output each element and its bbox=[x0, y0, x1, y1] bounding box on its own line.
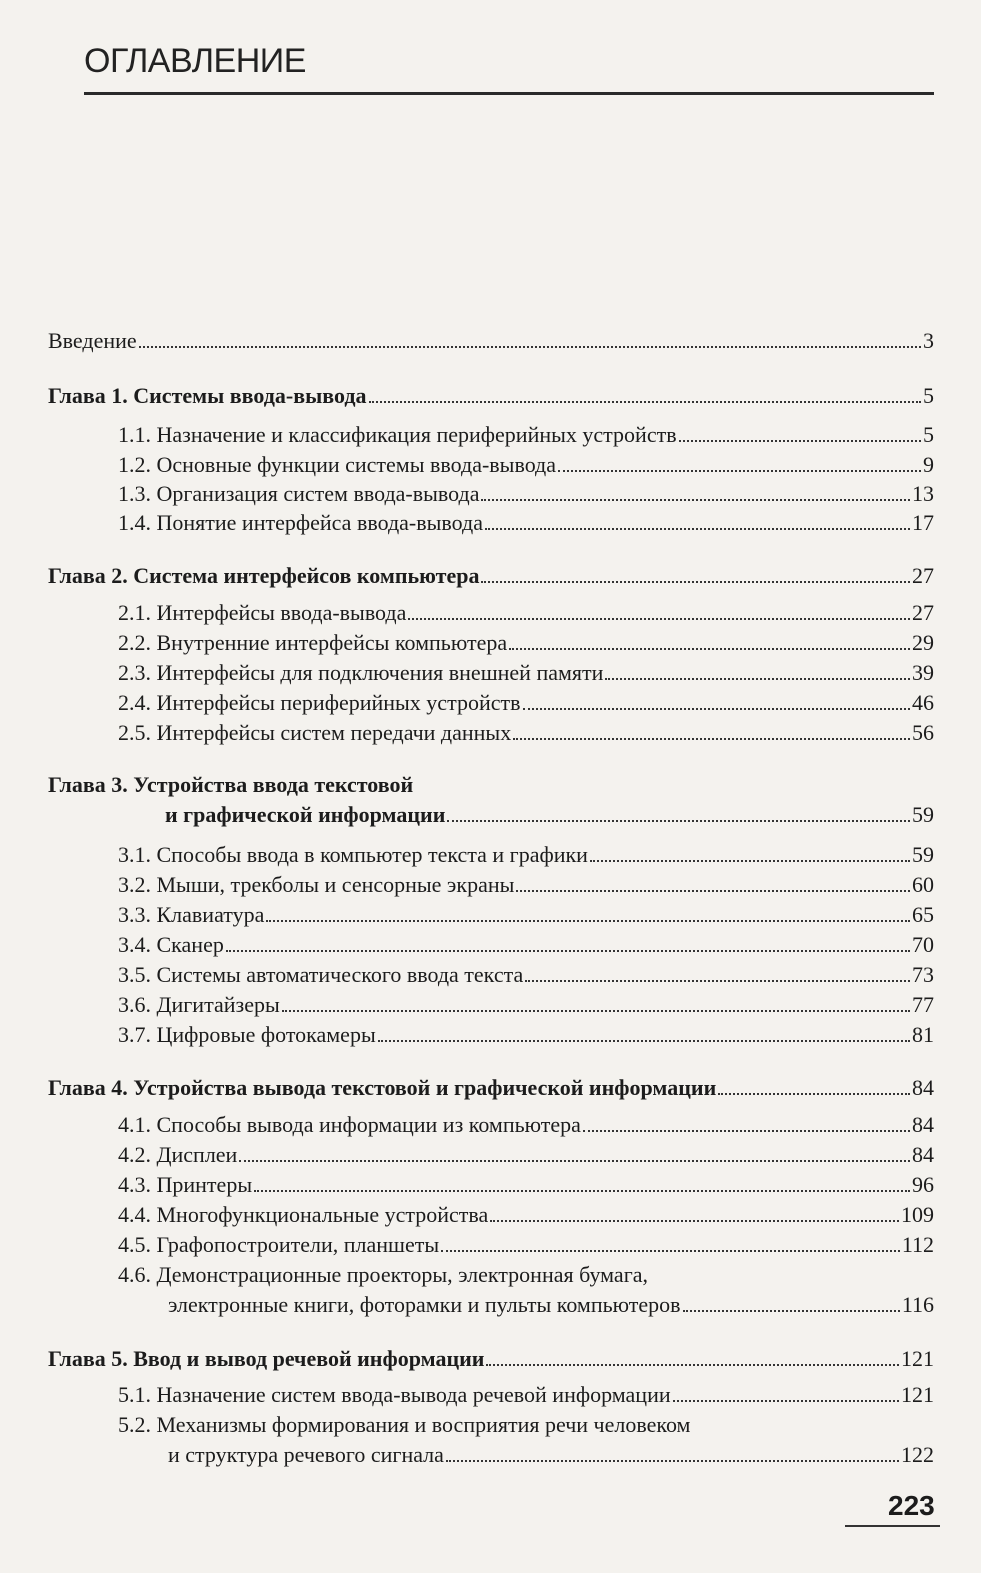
toc-page-number: 5 bbox=[923, 383, 934, 408]
toc-section-4-1[interactable] bbox=[118, 1112, 934, 1138]
section-title: 3.2. Мыши, трекболы и сенсорные экраны bbox=[118, 872, 515, 897]
dot-leader bbox=[408, 617, 910, 620]
section-title: 3.7. Цифровые фотокамеры bbox=[118, 1022, 376, 1047]
dot-leader bbox=[254, 1189, 910, 1192]
section-title: 3.1. Способы ввода в компьютер текста и графики bbox=[118, 842, 588, 867]
toc-section-3-1[interactable] bbox=[118, 842, 934, 868]
toc-chapter-5[interactable] bbox=[48, 1346, 934, 1372]
section-title: 2.3. Интерфейсы для подключения внешней памяти bbox=[118, 660, 604, 685]
toc-section-1-4[interactable] bbox=[118, 510, 934, 536]
toc-section-4-3[interactable] bbox=[118, 1172, 934, 1198]
dot-leader bbox=[226, 949, 910, 952]
dot-leader bbox=[378, 1039, 910, 1042]
toc-page-number: 84 bbox=[912, 1142, 934, 1167]
toc-section-4-2[interactable] bbox=[118, 1142, 934, 1168]
toc-page-number: 84 bbox=[912, 1075, 934, 1100]
dot-leader bbox=[486, 1363, 899, 1366]
toc-section-5-1[interactable] bbox=[118, 1382, 934, 1408]
toc-page-number: 65 bbox=[912, 902, 934, 927]
toc-section-2-4[interactable] bbox=[118, 690, 934, 716]
toc-entry-label: Введение bbox=[48, 328, 137, 353]
toc-page-number: 81 bbox=[912, 1022, 934, 1047]
chapter-title: Глава 5. Ввод и вывод речевой информации bbox=[48, 1346, 485, 1371]
dot-leader bbox=[525, 979, 910, 982]
toc-section-2-5[interactable] bbox=[118, 720, 934, 746]
dot-leader bbox=[266, 919, 910, 922]
toc-chapter-3[interactable] bbox=[165, 802, 934, 828]
toc-page-number: 60 bbox=[912, 872, 934, 897]
toc-page-number: 112 bbox=[901, 1232, 934, 1257]
toc-section-1-1[interactable] bbox=[118, 422, 934, 448]
section-title: 1.3. Организация систем ввода-вывода bbox=[118, 481, 480, 506]
dot-leader bbox=[369, 400, 921, 403]
dot-leader bbox=[673, 1399, 899, 1402]
dot-leader bbox=[590, 859, 910, 862]
section-title: и структура речевого сигнала bbox=[168, 1442, 444, 1467]
toc-section-2-1[interactable] bbox=[118, 600, 934, 626]
toc-section-3-4[interactable] bbox=[118, 932, 934, 958]
page-title: ОГЛАВЛЕНИЕ bbox=[84, 42, 306, 80]
section-title: 2.4. Интерфейсы периферийных устройств bbox=[118, 690, 521, 715]
section-title: электронные книги, фоторамки и пульты компьютеров bbox=[168, 1292, 681, 1317]
section-title: 4.4. Многофункциональные устройства bbox=[118, 1202, 489, 1227]
section-title: 4.1. Способы вывода информации из компьютера bbox=[118, 1112, 581, 1137]
toc-page-number: 59 bbox=[912, 842, 934, 867]
dot-leader bbox=[523, 707, 911, 710]
toc-page-number: 27 bbox=[912, 600, 934, 625]
section-title: 3.3. Клавиатура bbox=[118, 902, 265, 927]
dot-leader bbox=[513, 737, 910, 740]
dot-leader bbox=[509, 647, 910, 650]
toc-page-number: 5 bbox=[923, 422, 934, 447]
toc-section-3-6[interactable] bbox=[118, 992, 934, 1018]
section-title: 3.6. Дигитайзеры bbox=[118, 992, 280, 1017]
toc-chapter-4[interactable] bbox=[48, 1075, 934, 1101]
dot-leader bbox=[558, 469, 921, 472]
toc-section-2-2[interactable] bbox=[118, 630, 934, 656]
toc-section-5-2[interactable] bbox=[168, 1442, 934, 1468]
toc-chapter-2[interactable] bbox=[48, 563, 934, 589]
toc-section-1-3[interactable] bbox=[118, 481, 934, 507]
toc-page-number: 13 bbox=[912, 481, 934, 506]
toc-page-number: 77 bbox=[912, 992, 934, 1017]
toc-section-3-7[interactable] bbox=[118, 1022, 934, 1048]
chapter-title: Глава 4. Устройства вывода текстовой и графической информации bbox=[48, 1075, 717, 1100]
toc-section-3-2[interactable] bbox=[118, 872, 934, 898]
toc-page-number: 70 bbox=[912, 932, 934, 957]
toc-section-3-5[interactable] bbox=[118, 962, 934, 988]
dot-leader bbox=[583, 1129, 910, 1132]
chapter-title: Глава 2. Система интерфейсов компьютера bbox=[48, 563, 480, 588]
section-title: 5.1. Назначение систем ввода-вывода речевой информации bbox=[118, 1382, 671, 1407]
toc-page-number: 17 bbox=[912, 510, 934, 535]
toc-section-4-6[interactable] bbox=[168, 1292, 934, 1318]
toc-page-number: 109 bbox=[901, 1202, 934, 1227]
dot-leader bbox=[516, 889, 910, 892]
section-title: 1.1. Назначение и классификация периферийных устройств bbox=[118, 422, 677, 447]
section-title: 1.4. Понятие интерфейса ввода-вывода bbox=[118, 510, 483, 535]
section-title: 1.2. Основные функции системы ввода-вывода bbox=[118, 452, 557, 477]
toc-page-number: 3 bbox=[923, 328, 934, 353]
dot-leader bbox=[282, 1009, 910, 1012]
toc-page-number: 121 bbox=[901, 1346, 934, 1371]
dot-leader bbox=[605, 677, 910, 680]
toc-page-number: 116 bbox=[901, 1292, 934, 1317]
section-title: 2.1. Интерфейсы ввода-вывода bbox=[118, 600, 407, 625]
dot-leader bbox=[481, 580, 910, 583]
section-title: 4.3. Принтеры bbox=[118, 1172, 253, 1197]
dot-leader bbox=[683, 1309, 900, 1312]
toc-section-4-5[interactable] bbox=[118, 1232, 934, 1258]
toc-page-number: 84 bbox=[912, 1112, 934, 1137]
toc-page-number: 122 bbox=[901, 1442, 934, 1467]
chapter-title-line1: Глава 3. Устройства ввода текстовой bbox=[48, 772, 414, 797]
chapter-title: Глава 1. Системы ввода-вывода bbox=[48, 383, 367, 408]
chapter-title: и графической информации bbox=[165, 802, 446, 827]
toc-entry-intro[interactable] bbox=[48, 328, 934, 354]
section-title-line1: 5.2. Механизмы формирования и восприятия речи человеком bbox=[118, 1412, 691, 1437]
dot-leader bbox=[239, 1159, 910, 1162]
section-title-line1: 4.6. Демонстрационные проекторы, электронная бумага, bbox=[118, 1262, 648, 1287]
toc-section-3-3[interactable] bbox=[118, 902, 934, 928]
dot-leader bbox=[718, 1092, 910, 1095]
dot-leader bbox=[679, 439, 921, 442]
page-number: 223 bbox=[888, 1490, 935, 1521]
section-title: 2.5. Интерфейсы систем передачи данных bbox=[118, 720, 512, 745]
dot-leader bbox=[485, 527, 910, 530]
section-title: 2.2. Внутренние интерфейсы компьютера bbox=[118, 630, 508, 655]
dot-leader bbox=[441, 1249, 900, 1252]
toc-page-number: 9 bbox=[923, 452, 934, 477]
toc-page-number: 27 bbox=[912, 563, 934, 588]
section-title: 3.5. Системы автоматического ввода текста bbox=[118, 962, 524, 987]
toc-section-2-3[interactable] bbox=[118, 660, 934, 686]
toc-page-number: 39 bbox=[912, 660, 934, 685]
toc-page-number: 59 bbox=[912, 802, 934, 827]
dot-leader bbox=[481, 498, 910, 501]
dot-leader bbox=[139, 345, 921, 348]
toc-page-number: 73 bbox=[912, 962, 934, 987]
dot-leader bbox=[447, 819, 910, 822]
toc-page-number: 96 bbox=[912, 1172, 934, 1197]
section-title: 3.4. Сканер bbox=[118, 932, 224, 957]
footer-divider bbox=[845, 1525, 940, 1527]
toc-page-number: 56 bbox=[912, 720, 934, 745]
toc-page-number: 46 bbox=[912, 690, 934, 715]
toc-page-number: 29 bbox=[912, 630, 934, 655]
toc-section-1-2[interactable] bbox=[118, 452, 934, 478]
section-title: 4.5. Графопостроители, планшеты bbox=[118, 1232, 440, 1257]
dot-leader bbox=[446, 1459, 899, 1462]
dot-leader bbox=[490, 1219, 899, 1222]
toc-page-number: 121 bbox=[901, 1382, 934, 1407]
section-title: 4.2. Дисплеи bbox=[118, 1142, 238, 1167]
toc-section-4-4[interactable] bbox=[118, 1202, 934, 1228]
toc-chapter-1[interactable] bbox=[48, 383, 934, 409]
